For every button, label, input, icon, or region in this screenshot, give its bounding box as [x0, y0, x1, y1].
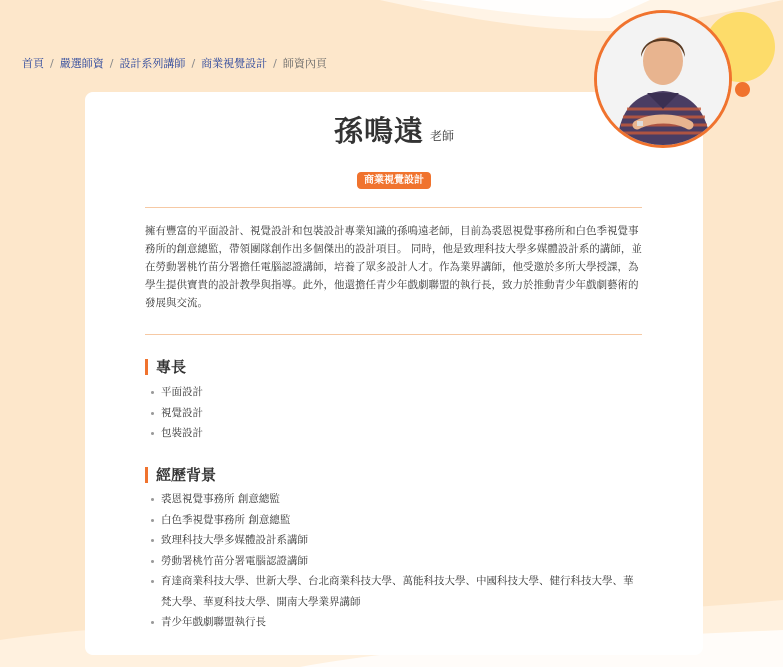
heading-accent-bar — [145, 359, 148, 375]
breadcrumb-current: 師資內頁 — [282, 57, 327, 70]
divider-top — [145, 207, 642, 208]
breadcrumb — [22, 55, 327, 71]
expertise-heading — [145, 356, 186, 377]
expertise-list — [151, 382, 651, 444]
list-item: 勞動署桃竹苗分署電腦認證講師 — [151, 551, 643, 572]
decorative-orange-dot — [735, 82, 750, 97]
breadcrumb-separator: / — [273, 56, 277, 70]
teacher-honorific: 老師 — [430, 129, 455, 143]
expertise-heading-text: 專長 — [156, 358, 187, 376]
teacher-avatar — [594, 10, 734, 150]
list-item: 致理科技大學多媒體設計系講師 — [151, 530, 643, 551]
list-item: 包裝設計 — [151, 423, 651, 444]
list-item: 視覺設計 — [151, 403, 651, 424]
person-portrait-icon — [597, 13, 729, 145]
background-list — [151, 489, 643, 633]
list-item: 育達商業科技大學、世新大學、台北商業科技大學、萬能科技大學、中國科技大學、健行科技大學、華梵大學、華夏科技大學、開南大學業界講師 — [151, 571, 643, 612]
background-heading-text: 經歷背景 — [156, 466, 217, 484]
teacher-intro: 擁有豐富的平面設計、視覺設計和包裝設計專業知識的孫鳴遠老師，目前為裘恩視覺事務所和白色季視覺事務所的創意總監，帶領團隊創作出多個傑出的設計項目。 同時，他是致理科技大學多媒體設計系的講師，並在勞動署桃竹苗分署擔任電腦認證講師，培養了眾多設計人才。作為業界講師，他受邀於多所大學授課，為學生提供寶貴的設計教學與指導。此外，他還擔任青少年戲劇聯盟的執行長，致力於推動青少年戲劇藝術的發展與交流。 — [145, 225, 642, 309]
breadcrumb-home-link[interactable]: 首頁 — [22, 57, 44, 70]
category-badge: 商業視覺設計 — [357, 172, 431, 189]
teacher-name: 孫鳴遠 — [333, 114, 424, 148]
divider-bottom — [145, 334, 642, 335]
breadcrumb-separator: / — [109, 56, 114, 70]
breadcrumb-category-link[interactable]: 商業視覺設計 — [201, 57, 268, 70]
breadcrumb-design-instructors-link[interactable]: 設計系列講師 — [119, 57, 186, 70]
heading-accent-bar — [145, 467, 148, 483]
list-item: 白色季視覺事務所 創意總監 — [151, 510, 643, 531]
list-item: 裘恩視覺事務所 創意總監 — [151, 489, 643, 510]
teacher-profile-card — [85, 92, 703, 655]
background-heading — [145, 464, 216, 485]
list-item: 青少年戲劇聯盟執行長 — [151, 612, 643, 633]
list-item: 平面設計 — [151, 382, 651, 403]
avatar-photo — [594, 10, 732, 148]
breadcrumb-featured-teachers-link[interactable]: 嚴選師資 — [59, 57, 104, 70]
breadcrumb-separator: / — [191, 56, 196, 70]
breadcrumb-separator: / — [50, 56, 54, 70]
